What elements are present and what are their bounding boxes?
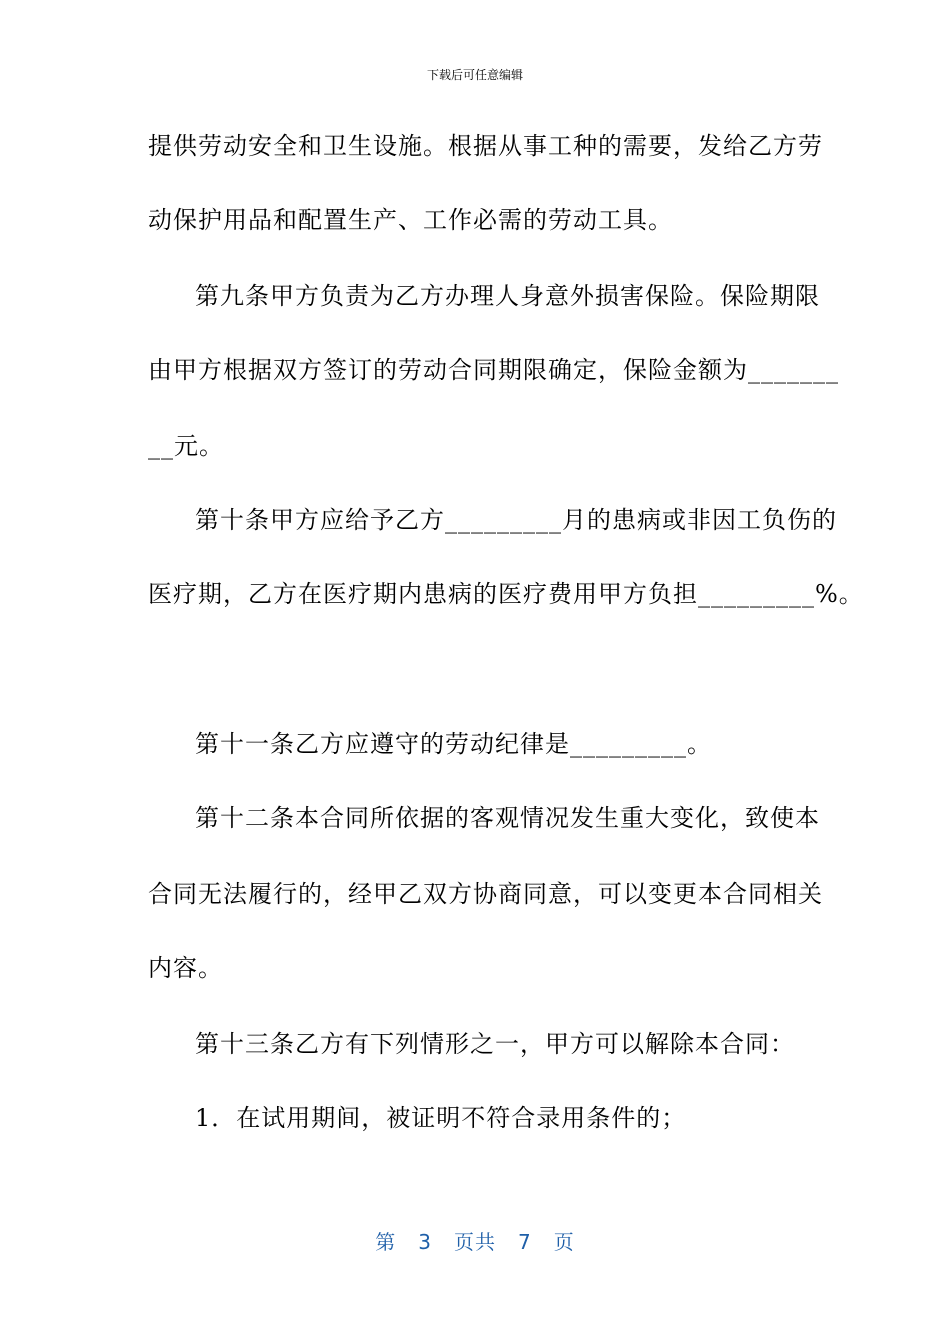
body-line: 医疗期，乙方在医疗期内患病的医疗费用甲方负担_________%。 xyxy=(148,580,864,608)
footer-total-pages: 7 xyxy=(518,1230,532,1254)
body-line: 第十二条本合同所依据的客观情况发生重大变化，致使本 xyxy=(195,804,820,832)
header-note: 下载后可任意编辑 xyxy=(426,68,523,82)
footer-middle: 页共 xyxy=(454,1230,496,1254)
body-line: 动保护用品和配置生产、工作必需的劳动工具。 xyxy=(148,206,673,234)
body-line: 第十一条乙方应遵守的劳动纪律是_________。 xyxy=(195,730,712,758)
body-line: 第九条甲方负责为乙方办理人身意外损害保险。保险期限 xyxy=(195,282,820,310)
body-line: 内容。 xyxy=(148,954,223,982)
body-line: __元。 xyxy=(148,432,224,460)
body-line: 1．在试用期间，被证明不符合录用条件的； xyxy=(195,1104,687,1132)
body-line: 合同无法履行的，经甲乙双方协商同意，可以变更本合同相关 xyxy=(148,880,823,908)
body-line: 由甲方根据双方签订的劳动合同期限确定，保险金额为_______ xyxy=(148,356,839,384)
body-line: 第十条甲方应给予乙方_________月的患病或非因工负伤的 xyxy=(195,506,837,534)
body-line: 第十三条乙方有下列情形之一，甲方可以解除本合同： xyxy=(195,1030,795,1058)
footer-suffix: 页 xyxy=(553,1230,575,1254)
footer-current-page: 3 xyxy=(418,1230,432,1254)
body-line: 提供劳动安全和卫生设施。根据从事工种的需要，发给乙方劳 xyxy=(148,132,823,160)
page-footer xyxy=(0,1226,950,1255)
footer-prefix: 第 xyxy=(375,1230,397,1254)
